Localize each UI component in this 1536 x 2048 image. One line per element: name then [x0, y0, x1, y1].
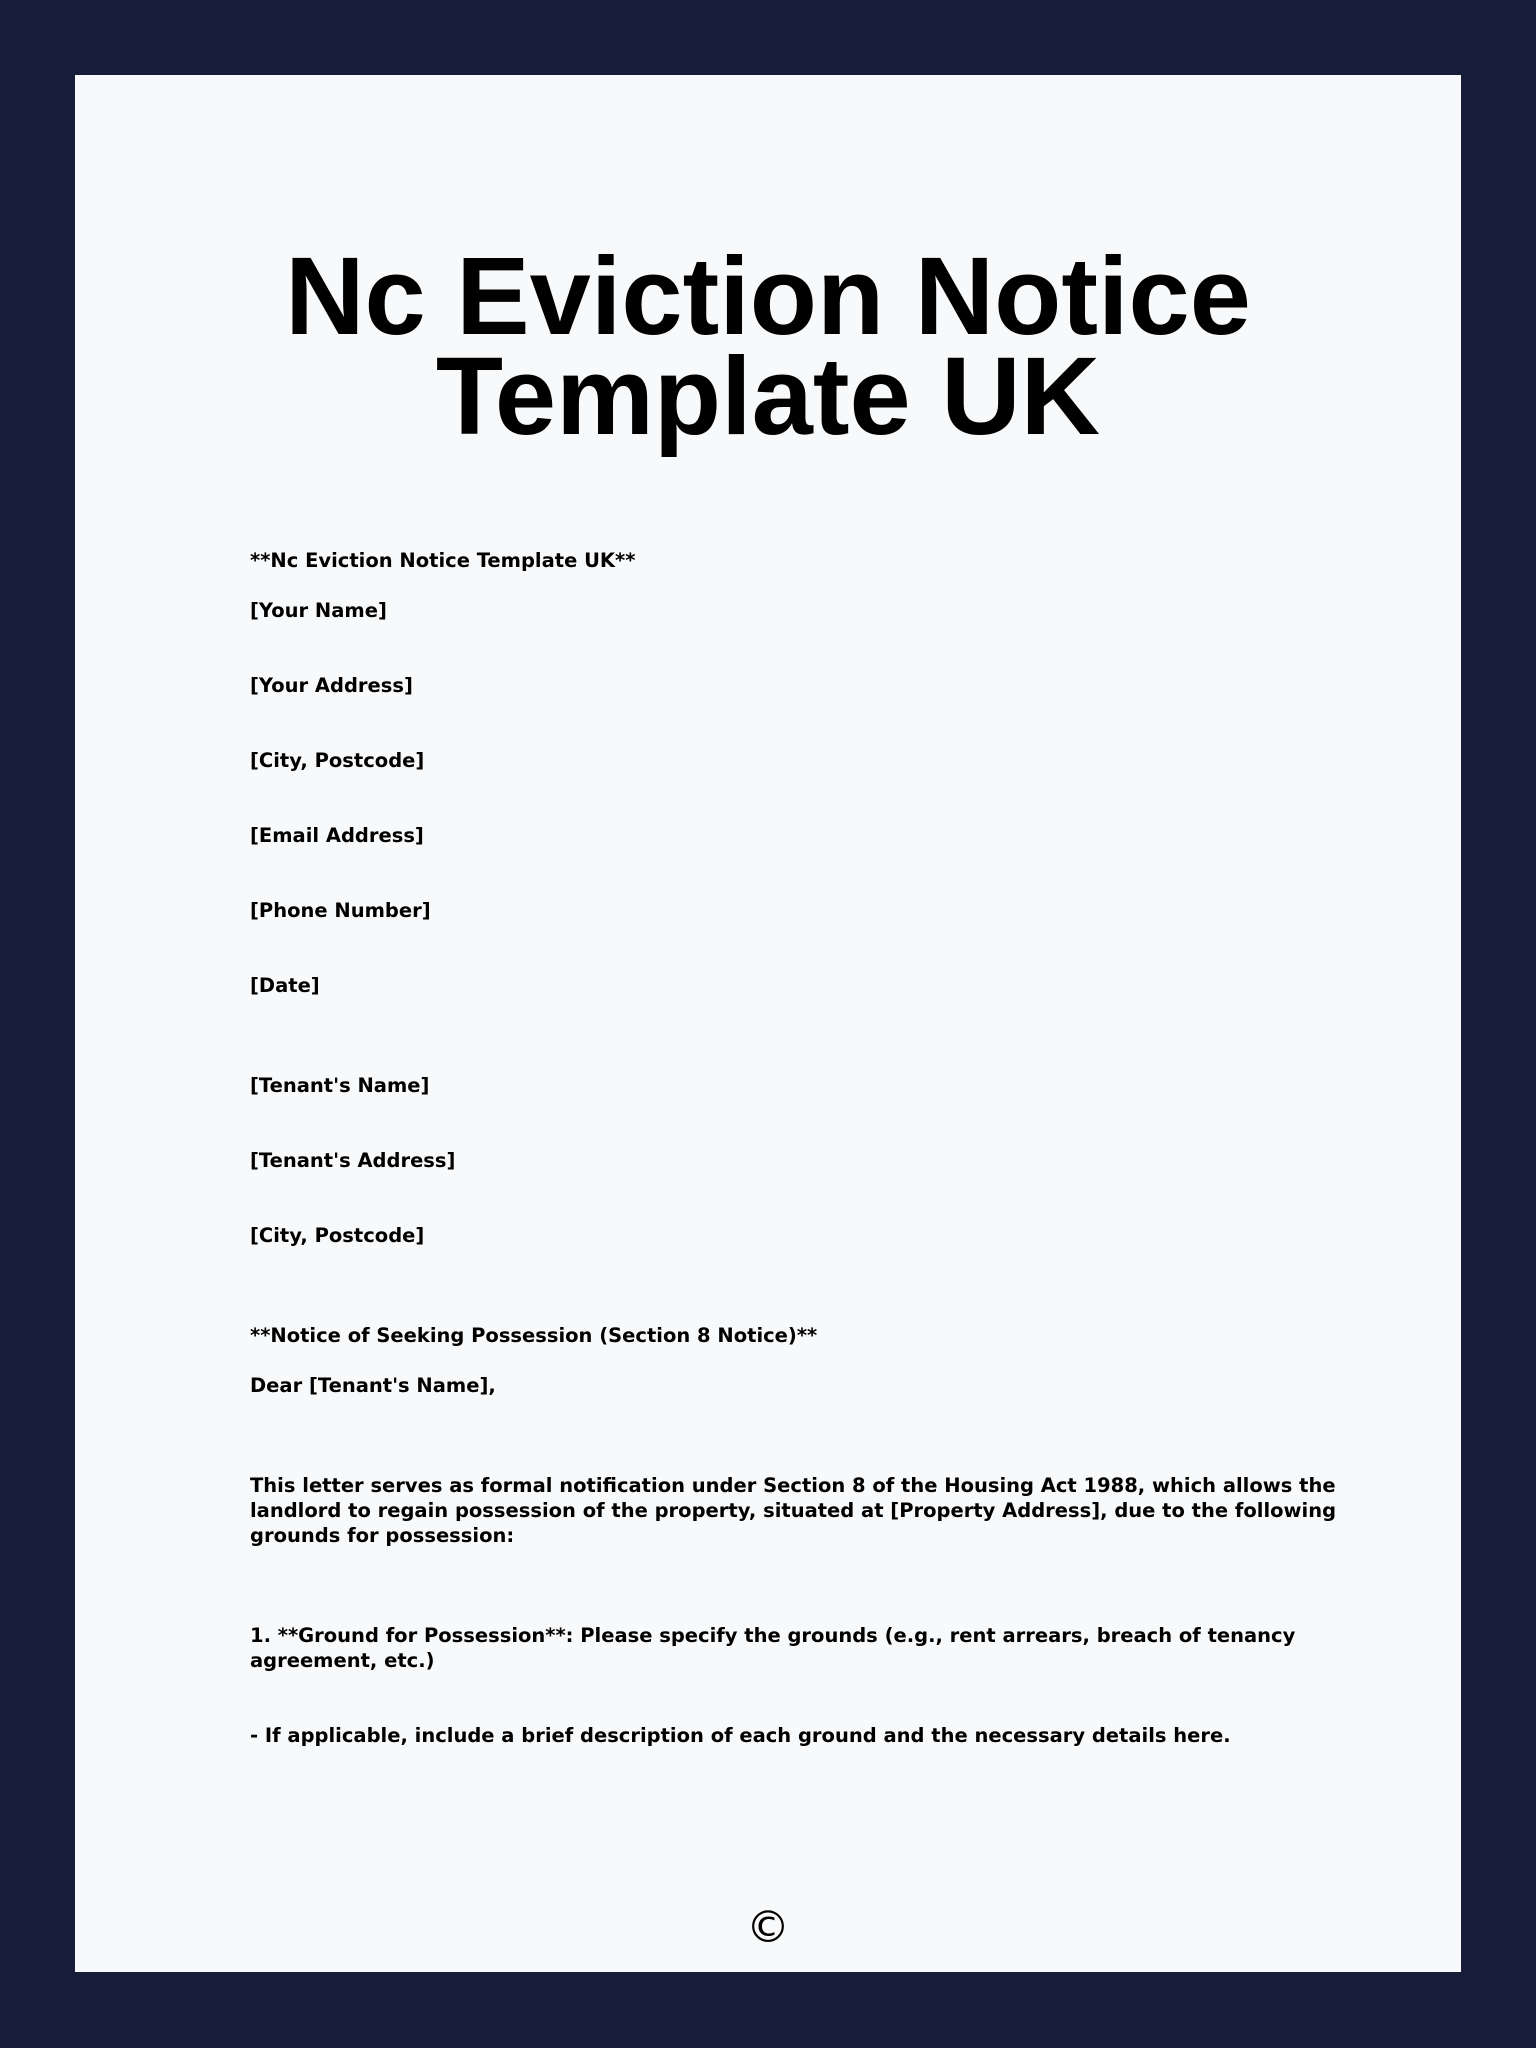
document-title: Nc Eviction Notice Template UK — [285, 235, 1251, 458]
sender-name: [Your Name] — [250, 599, 387, 622]
sender-email: [Email Address] — [250, 824, 424, 847]
notice-heading: **Notice of Seeking Possession (Section 8 Notice)** — [250, 1324, 818, 1347]
sender-address: [Your Address] — [250, 674, 413, 697]
tenant-address: [Tenant's Address] — [250, 1149, 456, 1172]
salutation: Dear [Tenant's Name], — [250, 1374, 496, 1397]
document-page — [75, 75, 1461, 1972]
tenant-name: [Tenant's Name] — [250, 1074, 430, 1097]
letter-date: [Date] — [250, 974, 320, 997]
ground-description: - If applicable, include a brief description of each ground and the necessary details here. — [250, 1724, 1231, 1747]
sender-city-postcode: [City, Postcode] — [250, 749, 425, 772]
copyright-icon: © — [746, 1902, 790, 1953]
ground-item: 1. **Ground for Possession**: Please specify the grounds (e.g., rent arrears, breach of tenancy agreement, etc.) — [250, 1624, 1296, 1672]
sender-phone: [Phone Number] — [250, 899, 431, 922]
heading-line: **Nc Eviction Notice Template UK** — [250, 549, 636, 572]
tenant-city-postcode: [City, Postcode] — [250, 1224, 425, 1247]
intro-paragraph: This letter serves as formal notification under Section 8 of the Housing Act 1988, which allows the landlord to regain possession of the property, situated at [Property Address], due to the following grounds for possession: — [250, 1474, 1337, 1547]
